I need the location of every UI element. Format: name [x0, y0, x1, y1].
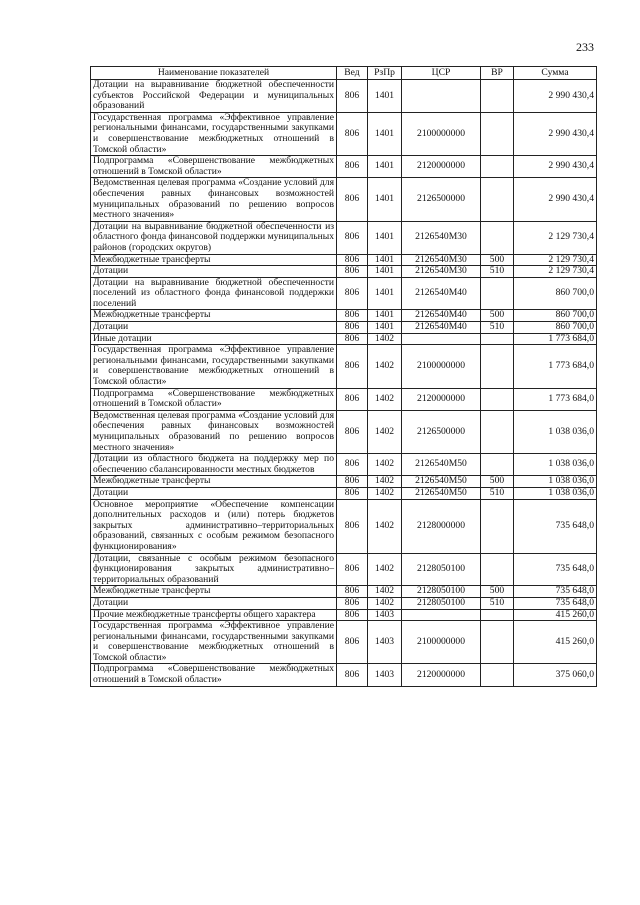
header-vr: ВР [481, 67, 514, 80]
cell-vr [481, 388, 514, 410]
cell-name: Ведомственная целевая программа «Создание условий для обеспечения равных финансовых возможностей муниципальных образований по решению вопросов местного значения» [91, 410, 337, 453]
cell-ved: 806 [337, 487, 368, 499]
table-row [91, 333, 597, 345]
cell-sum: 2 990 430,4 [514, 156, 597, 178]
table-body [91, 80, 597, 687]
page-number: 233 [576, 40, 594, 54]
header-csr: ЦСР [402, 67, 481, 80]
table-row [91, 487, 597, 499]
cell-rzpr: 1402 [368, 487, 402, 499]
cell-name: Дотации [91, 322, 337, 334]
cell-ved: 806 [337, 597, 368, 609]
cell-name: Межбюджетные трансферты [91, 586, 337, 598]
cell-ved: 806 [337, 499, 368, 553]
table-row [91, 345, 597, 388]
table-row [91, 388, 597, 410]
cell-ved: 806 [337, 277, 368, 310]
table-row [91, 664, 597, 686]
table-row [91, 80, 597, 113]
cell-vr [481, 454, 514, 476]
cell-sum: 375 060,0 [514, 664, 597, 686]
table-row [91, 254, 597, 266]
cell-vr: 500 [481, 586, 514, 598]
cell-vr [481, 112, 514, 155]
cell-rzpr: 1401 [368, 254, 402, 266]
cell-vr [481, 80, 514, 113]
cell-csr: 2100000000 [402, 621, 481, 664]
cell-sum: 735 648,0 [514, 499, 597, 553]
cell-name: Дотации на выравнивание бюджетной обеспеченности из областного фонда финансовой поддержки муниципальных районов (городских округов) [91, 221, 337, 254]
cell-sum: 2 990 430,4 [514, 112, 597, 155]
cell-ved: 806 [337, 664, 368, 686]
cell-ved: 806 [337, 254, 368, 266]
table-row [91, 277, 597, 310]
cell-rzpr: 1401 [368, 156, 402, 178]
cell-name: Межбюджетные трансферты [91, 476, 337, 488]
table-row [91, 221, 597, 254]
cell-csr: 2126500000 [402, 178, 481, 221]
cell-ved: 806 [337, 322, 368, 334]
table-row [91, 156, 597, 178]
cell-vr [481, 664, 514, 686]
table-row [91, 322, 597, 334]
cell-vr: 510 [481, 597, 514, 609]
cell-csr: 2126540М50 [402, 476, 481, 488]
cell-name: Дотации [91, 266, 337, 278]
cell-vr [481, 621, 514, 664]
cell-csr: 2128050100 [402, 553, 481, 586]
cell-vr: 500 [481, 310, 514, 322]
cell-name: Дотации на выравнивание бюджетной обеспеченности поселений из областного фонда финансовой поддержки поселений [91, 277, 337, 310]
cell-csr: 2120000000 [402, 388, 481, 410]
cell-rzpr: 1402 [368, 499, 402, 553]
cell-name: Подпрограмма «Совершенствование межбюджетных отношений в Томской области» [91, 664, 337, 686]
cell-sum: 735 648,0 [514, 586, 597, 598]
cell-rzpr: 1401 [368, 221, 402, 254]
cell-vr: 500 [481, 476, 514, 488]
header-name: Наименование показателей [91, 67, 337, 80]
cell-ved: 806 [337, 586, 368, 598]
cell-rzpr: 1401 [368, 178, 402, 221]
cell-csr: 2120000000 [402, 664, 481, 686]
cell-csr: 2126540М40 [402, 277, 481, 310]
cell-name: Подпрограмма «Совершенствование межбюджетных отношений в Томской области» [91, 388, 337, 410]
cell-vr [481, 156, 514, 178]
cell-csr: 2126540М50 [402, 487, 481, 499]
cell-vr [481, 553, 514, 586]
cell-name: Межбюджетные трансферты [91, 254, 337, 266]
cell-sum: 1 038 036,0 [514, 410, 597, 453]
budget-table [90, 66, 597, 687]
cell-name: Прочие межбюджетные трансферты общего характера [91, 609, 337, 621]
cell-vr [481, 333, 514, 345]
cell-name: Государственная программа «Эффективное управление региональными финансами, государственными закупками и совершенствование межбюджетных отношений в Томской области» [91, 345, 337, 388]
cell-vr [481, 499, 514, 553]
cell-vr: 510 [481, 487, 514, 499]
cell-sum: 735 648,0 [514, 597, 597, 609]
table-row [91, 178, 597, 221]
cell-name: Дотации [91, 597, 337, 609]
table-row [91, 621, 597, 664]
cell-rzpr: 1403 [368, 621, 402, 664]
cell-ved: 806 [337, 156, 368, 178]
cell-ved: 806 [337, 609, 368, 621]
cell-csr [402, 609, 481, 621]
cell-rzpr: 1401 [368, 112, 402, 155]
cell-name: Ведомственная целевая программа «Создание условий для обеспечения равных финансовых возможностей муниципальных образований по решению вопросов местного значения» [91, 178, 337, 221]
cell-sum: 2 129 730,4 [514, 254, 597, 266]
cell-csr: 2126500000 [402, 410, 481, 453]
cell-ved: 806 [337, 476, 368, 488]
cell-name: Межбюджетные трансферты [91, 310, 337, 322]
cell-ved: 806 [337, 310, 368, 322]
cell-rzpr: 1401 [368, 80, 402, 113]
cell-csr: 2126540М30 [402, 266, 481, 278]
cell-csr: 2126540М30 [402, 254, 481, 266]
cell-sum: 2 129 730,4 [514, 221, 597, 254]
cell-ved: 806 [337, 80, 368, 113]
cell-name: Основное мероприятие «Обеспечение компенсации дополнительных расходов и (или) потерь бюджетов закрытых административно–территориальных образований, связанных с особым режимом безопасного функционирования» [91, 499, 337, 553]
cell-sum: 1 038 036,0 [514, 487, 597, 499]
table-row [91, 609, 597, 621]
cell-csr: 2126540М30 [402, 221, 481, 254]
cell-rzpr: 1401 [368, 266, 402, 278]
table-row [91, 410, 597, 453]
cell-csr [402, 333, 481, 345]
cell-sum: 415 260,0 [514, 621, 597, 664]
cell-name: Дотации из областного бюджета на поддержку мер по обеспечению сбалансированности местных бюджетов [91, 454, 337, 476]
header-sum: Сумма [514, 67, 597, 80]
cell-vr [481, 277, 514, 310]
cell-csr: 2128000000 [402, 499, 481, 553]
cell-csr: 2128050100 [402, 597, 481, 609]
cell-name: Дотации, связанные с особым режимом безопасного функционирования закрытых административно–территориальных образований [91, 553, 337, 586]
table-row [91, 586, 597, 598]
cell-ved: 806 [337, 178, 368, 221]
table-row [91, 476, 597, 488]
cell-sum: 415 260,0 [514, 609, 597, 621]
cell-name: Подпрограмма «Совершенствование межбюджетных отношений в Томской области» [91, 156, 337, 178]
cell-vr: 510 [481, 266, 514, 278]
table-header [91, 67, 597, 80]
cell-rzpr: 1402 [368, 410, 402, 453]
table-row [91, 499, 597, 553]
cell-sum: 860 700,0 [514, 277, 597, 310]
cell-csr: 2126540М50 [402, 454, 481, 476]
cell-ved: 806 [337, 221, 368, 254]
cell-rzpr: 1402 [368, 454, 402, 476]
cell-sum: 2 129 730,4 [514, 266, 597, 278]
cell-csr: 2100000000 [402, 345, 481, 388]
cell-csr: 2100000000 [402, 112, 481, 155]
cell-sum: 860 700,0 [514, 310, 597, 322]
cell-csr: 2126540М40 [402, 322, 481, 334]
cell-rzpr: 1403 [368, 609, 402, 621]
cell-rzpr: 1402 [368, 553, 402, 586]
cell-vr [481, 178, 514, 221]
cell-ved: 806 [337, 112, 368, 155]
cell-csr: 2128050100 [402, 586, 481, 598]
cell-ved: 806 [337, 388, 368, 410]
header-rzpr: РзПр [368, 67, 402, 80]
header-ved: Вед [337, 67, 368, 80]
cell-sum: 2 990 430,4 [514, 178, 597, 221]
cell-ved: 806 [337, 410, 368, 453]
cell-sum: 1 038 036,0 [514, 454, 597, 476]
cell-sum: 2 990 430,4 [514, 80, 597, 113]
cell-rzpr: 1402 [368, 333, 402, 345]
cell-name: Государственная программа «Эффективное управление региональными финансами, государственными закупками и совершенствование межбюджетных отношений в Томской области» [91, 621, 337, 664]
cell-ved: 806 [337, 345, 368, 388]
cell-csr [402, 80, 481, 113]
cell-sum: 1 038 036,0 [514, 476, 597, 488]
cell-csr: 2126540М40 [402, 310, 481, 322]
cell-sum: 735 648,0 [514, 553, 597, 586]
cell-sum: 1 773 684,0 [514, 333, 597, 345]
table-row [91, 553, 597, 586]
cell-rzpr: 1401 [368, 277, 402, 310]
header-row [91, 67, 597, 80]
cell-rzpr: 1401 [368, 310, 402, 322]
cell-vr [481, 609, 514, 621]
cell-vr: 510 [481, 322, 514, 334]
table-row [91, 266, 597, 278]
cell-ved: 806 [337, 266, 368, 278]
cell-sum: 1 773 684,0 [514, 388, 597, 410]
cell-vr [481, 345, 514, 388]
cell-rzpr: 1402 [368, 597, 402, 609]
cell-vr [481, 221, 514, 254]
cell-csr: 2120000000 [402, 156, 481, 178]
cell-ved: 806 [337, 553, 368, 586]
cell-rzpr: 1402 [368, 476, 402, 488]
cell-ved: 806 [337, 621, 368, 664]
cell-vr [481, 410, 514, 453]
cell-name: Дотации [91, 487, 337, 499]
cell-rzpr: 1402 [368, 388, 402, 410]
cell-ved: 806 [337, 333, 368, 345]
cell-ved: 806 [337, 454, 368, 476]
cell-rzpr: 1403 [368, 664, 402, 686]
cell-name: Иные дотации [91, 333, 337, 345]
cell-name: Государственная программа «Эффективное управление региональными финансами, государственными закупками и совершенствование межбюджетных отношений в Томской области» [91, 112, 337, 155]
table-row [91, 310, 597, 322]
table-row [91, 112, 597, 155]
cell-name: Дотации на выравнивание бюджетной обеспеченности субъектов Российской Федерации и муниципальных образований [91, 80, 337, 113]
cell-rzpr: 1402 [368, 586, 402, 598]
table-row [91, 597, 597, 609]
cell-sum: 1 773 684,0 [514, 345, 597, 388]
cell-vr: 500 [481, 254, 514, 266]
cell-rzpr: 1402 [368, 345, 402, 388]
cell-sum: 860 700,0 [514, 322, 597, 334]
cell-rzpr: 1401 [368, 322, 402, 334]
table-row [91, 454, 597, 476]
